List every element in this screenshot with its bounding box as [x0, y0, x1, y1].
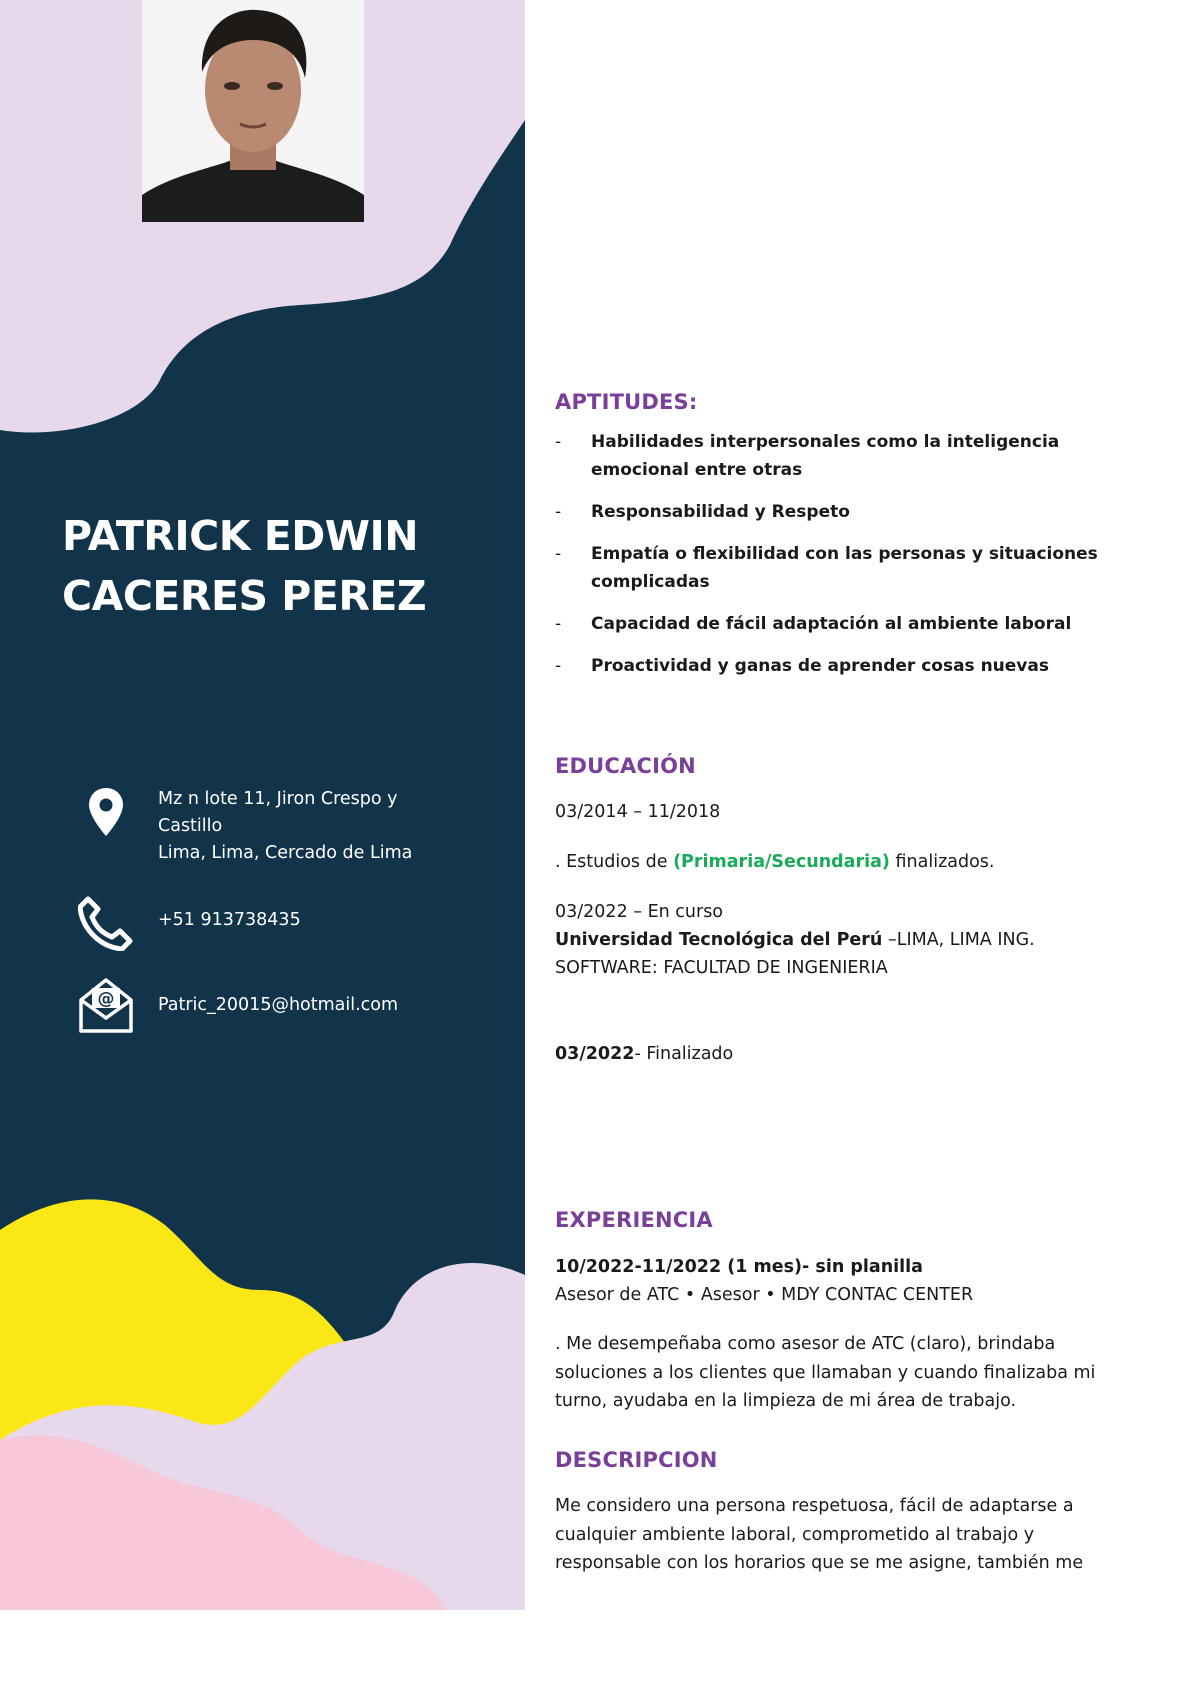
contact-phone [78, 895, 301, 951]
location-pin-icon [78, 788, 134, 836]
experience-desc-line-1: . Me desempeñaba como asesor de ATC (claro), brindaba [555, 1334, 1056, 1354]
description-text [555, 1492, 1135, 1578]
list-item: - Proactividad y ganas de aprender cosas nuevas [555, 652, 1115, 680]
education-entry2-school-line [555, 926, 1035, 954]
education-entry2-line2: SOFTWARE: FACULTAD DE INGENIERIA [555, 958, 888, 978]
phone-icon [78, 895, 134, 951]
education-entry3-status: - Finalizado [634, 1044, 734, 1064]
email-address[interactable]: Patric_20015@hotmail.com [158, 995, 399, 1015]
list-item: - Responsabilidad y Respeto [555, 498, 1115, 526]
experience-title: EXPERIENCIA [555, 1208, 713, 1232]
list-item: - Capacidad de fácil adaptación al ambiente laboral [555, 610, 1115, 638]
education-entry1-suffix: finalizados. [889, 852, 995, 872]
email-envelope-icon [78, 976, 134, 1034]
description-line-1: Me considero una persona respetuosa, fácil de adaptarse a [555, 1496, 1074, 1516]
description-line-3: responsable con los horarios que se me asigne, también me [555, 1553, 1084, 1573]
address-line-1: Mz n lote 11, Jiron Crespo y [158, 789, 398, 809]
name-line-1: PATRICK EDWIN [62, 512, 419, 560]
experience-period: 10/2022-11/2022 (1 mes)- sin planilla [555, 1257, 923, 1277]
contact-address [78, 788, 413, 863]
list-item: - Habilidades interpersonales como la inteligencia emocional entre otras [555, 428, 1115, 484]
education-entry2-rest: –LIMA, LIMA ING. [882, 930, 1035, 950]
education-entry3 [555, 1040, 733, 1068]
phone-number[interactable]: +51 913738435 [158, 910, 301, 930]
education-entry1-text [555, 848, 994, 876]
education-entry2-school: Universidad Tecnológica del Perú [555, 930, 883, 950]
education-entry3-date: 03/2022 [555, 1044, 635, 1064]
list-item: - Empatía o flexibilidad con las personas y situaciones complicadas [555, 540, 1115, 596]
aptitudes-title: APTITUDES: [555, 390, 698, 414]
experience-desc-line-2: soluciones a los clientes que llamaban y cuando finalizaba mi [555, 1362, 1096, 1383]
aptitudes-list [555, 428, 1115, 694]
address-line-3: Lima, Lima, Cercado de Lima [158, 843, 413, 863]
name-line-2: CACERES PEREZ [62, 572, 427, 620]
contact-email [78, 976, 399, 1034]
education-entry1-highlight: (Primaria/Secundaria) [673, 852, 890, 872]
education-entry1-prefix: . Estudios de [555, 852, 674, 872]
full-name [62, 506, 502, 626]
education-entry1-dates: 03/2014 – 11/2018 [555, 802, 721, 822]
profile-photo [142, 0, 364, 222]
svg-text:@: @ [97, 989, 115, 1009]
experience-description [555, 1330, 1135, 1416]
education-title: EDUCACIÓN [555, 754, 696, 778]
education-entry2-dates: 03/2022 – En curso [555, 902, 724, 922]
experience-role: Asesor de ATC • Asesor • MDY CONTAC CENTER [555, 1285, 974, 1305]
address-line-2: Castillo [158, 816, 223, 836]
experience-desc-line-3: turno, ayudaba en la limpieza de mi área de trabajo. [555, 1391, 1017, 1411]
description-title: DESCRIPCION [555, 1448, 718, 1472]
description-line-2: cualquier ambiente laboral, comprometido al trabajo y [555, 1524, 1035, 1545]
